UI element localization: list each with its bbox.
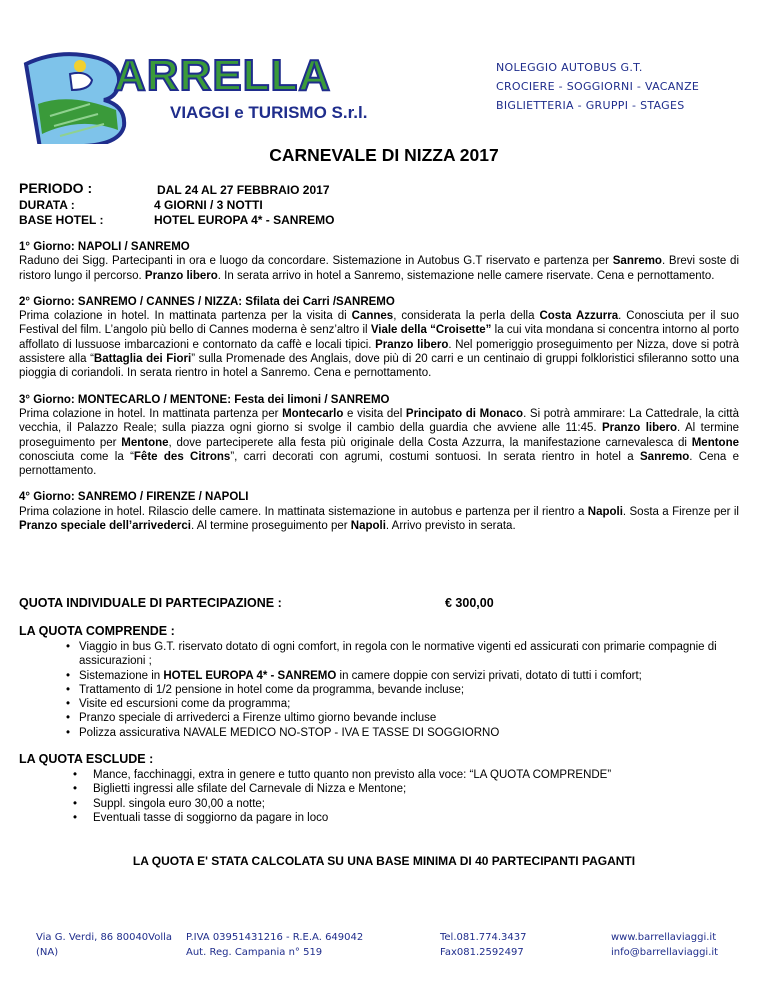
day-description bbox=[19, 407, 739, 478]
hotel-row bbox=[19, 213, 334, 228]
text-run: Polizza assicurativa NAVALE MEDICO NO-STOP - IVA E TASSE DI SOGGIORNO bbox=[79, 726, 500, 739]
text-run: Sistemazione in bbox=[79, 669, 164, 682]
list-item bbox=[19, 782, 739, 796]
footer-address bbox=[36, 930, 172, 960]
text-run: . Al termine proseguimento per bbox=[19, 422, 739, 449]
bold-text: Pranzo libero bbox=[375, 338, 449, 351]
text-run: Prima colazione in hotel. In mattinata partenza per la visita di bbox=[19, 310, 352, 323]
text-run: e visita del bbox=[343, 407, 406, 420]
hotel-label: BASE HOTEL : bbox=[19, 213, 104, 227]
bullet-icon: • bbox=[73, 797, 78, 810]
text-run: . Conosciuta per il suo Festival del film. L’angolo più bello di Cannes moderna è senz’altro il bbox=[19, 310, 739, 337]
bold-text: Napoli bbox=[350, 520, 386, 533]
text-run: , considerata la perla della bbox=[393, 310, 540, 323]
text-run: ” sulla Promenade des Anglais, dove più di 20 carri e un centinaio di gruppi folkloristici sfileranno sotto una pioggia di coriandoli. In serata rientro in hotel a Sanremo. Cena e pernottamento. bbox=[19, 353, 739, 380]
text-run: . Nel pomeriggio proseguimento per Nizza, dove si potrà assistere alla “ bbox=[19, 338, 739, 366]
day-heading: 3° Giorno: MONTECARLO / MENTONE: Festa dei limoni / SANREMO bbox=[19, 393, 390, 406]
bullet-icon: • bbox=[73, 783, 78, 796]
bullet-icon: • bbox=[66, 669, 71, 682]
bold-text: Sanremo bbox=[640, 450, 690, 463]
text-run: Visite ed escursioni come da programma; bbox=[79, 698, 291, 711]
text-run: Raduno dei Sigg. Partecipanti in ora e luogo da concordare. Sistemazione in Autobus G.T riservato e partenza per bbox=[19, 255, 613, 268]
address-line: (NA) bbox=[36, 947, 59, 958]
bullet-icon: • bbox=[73, 769, 78, 781]
bullet-icon: • bbox=[66, 712, 71, 725]
text-run: . In serata arrivo in hotel a Sanremo, sistemazione nelle camere riservate. Cena e pernottamento. bbox=[217, 269, 715, 282]
hotel-value: HOTEL EUROPA 4* - SANREMO bbox=[154, 213, 335, 227]
bold-text: Sanremo bbox=[612, 255, 662, 268]
bullet-icon: • bbox=[66, 641, 71, 653]
bold-text: Pranzo libero bbox=[601, 422, 678, 435]
quota-esclude bbox=[19, 752, 739, 825]
bold-text: Mentone bbox=[121, 436, 169, 449]
text-run: . Brevi soste di ristoro lungo il percorso. bbox=[19, 255, 739, 282]
bold-text: Mentone bbox=[691, 436, 739, 449]
vat-line: P.IVA 03951431216 - R.E.A. 649042 bbox=[186, 932, 364, 943]
text-run: . Sosta a Firenze per il bbox=[622, 505, 739, 518]
bold-text: Principato di Monaco bbox=[405, 407, 524, 420]
bullet-icon: • bbox=[66, 698, 71, 711]
quota-comprende bbox=[19, 624, 739, 740]
bullet-icon: • bbox=[66, 683, 71, 696]
logo-graphic bbox=[20, 44, 380, 144]
agency-line: NOLEGGIO AUTOBUS G.T. bbox=[496, 61, 643, 74]
email-link[interactable]: info@barrellaviaggi.it bbox=[611, 947, 719, 958]
text-run: Pranzo speciale di arrivederci a Firenze ultimo giorno bevande incluse bbox=[79, 712, 437, 725]
list-item bbox=[19, 797, 739, 811]
text-run: conosciuta come la “ bbox=[19, 450, 134, 463]
text-run: in camere doppie con servizi privati, dotato di tutti i comfort; bbox=[336, 669, 642, 682]
text-run: Eventuali tasse di soggiorno da pagare in loco bbox=[93, 811, 329, 824]
list-item bbox=[19, 726, 739, 740]
page-title: CARNEVALE DI NIZZA 2017 bbox=[269, 145, 499, 165]
text-run: ”, carri decorati con agrumi, costumi sontuosi. In serata rientro in hotel a bbox=[230, 450, 641, 463]
website-link[interactable]: www.barrellaviaggi.it bbox=[611, 932, 717, 943]
list-item bbox=[19, 768, 739, 782]
day-heading: 1° Giorno: NAPOLI / SANREMO bbox=[19, 241, 190, 253]
bullet-icon: • bbox=[73, 811, 78, 824]
footer-legal bbox=[186, 930, 363, 960]
periodo-row bbox=[19, 180, 334, 198]
comprende-list bbox=[19, 640, 739, 740]
authorization-line: Aut. Reg. Campania n° 519 bbox=[186, 947, 323, 958]
list-item bbox=[19, 811, 739, 825]
trip-info bbox=[19, 180, 334, 228]
text-run: Biglietti ingressi alle sfilate del Carnevale di Nizza e Mentone; bbox=[93, 783, 407, 796]
minimum-participants-note: LA QUOTA E' STATA CALCOLATA SU UNA BASE MINIMA DI 40 PARTECIPANTI PAGANTI bbox=[132, 854, 636, 868]
quota-price: € 300,00 bbox=[445, 596, 494, 610]
durata-value: 4 GIORNI / 3 NOTTI bbox=[154, 198, 263, 212]
bold-text: Viale della “Croisette” bbox=[370, 324, 492, 337]
quota-line bbox=[19, 596, 739, 610]
day-heading: 2° Giorno: SANREMO / CANNES / NIZZA: Sfilata dei Carri /SANREMO bbox=[19, 295, 395, 308]
bold-text: Montecarlo bbox=[282, 407, 344, 420]
footer-web bbox=[611, 930, 718, 960]
agency-line: CROCIERE - SOGGIORNI - VACANZE bbox=[496, 80, 700, 93]
bold-text: Battaglia dei Fiori bbox=[93, 353, 192, 366]
esclude-list bbox=[19, 768, 739, 825]
list-item bbox=[19, 669, 739, 683]
text-run: , dove parteciperete alla festa più originale della Costa Azzurra, la manifestazione carnevalesca di bbox=[168, 436, 692, 449]
day-heading: 4° Giorno: SANREMO / FIRENZE / NAPOLI bbox=[19, 491, 249, 504]
durata-row bbox=[19, 198, 334, 213]
bullet-icon: • bbox=[66, 726, 71, 739]
quota-label: QUOTA INDIVIDUALE DI PARTECIPAZIONE : bbox=[19, 596, 282, 610]
text-run: Prima colazione in hotel. In mattinata partenza per bbox=[19, 407, 283, 420]
text-run: Trattamento di 1/2 pensione in hotel come da programma, bevande incluse; bbox=[79, 683, 465, 696]
day-description bbox=[19, 254, 739, 283]
list-item bbox=[19, 697, 739, 711]
list-item bbox=[19, 711, 739, 725]
list-item bbox=[19, 640, 739, 669]
agency-services bbox=[496, 58, 699, 115]
bold-text: HOTEL EUROPA 4* - SANREMO bbox=[163, 669, 337, 682]
phone-line: Tel.081.774.3437 bbox=[440, 932, 527, 943]
text-run: Suppl. singola euro 30,00 a notte; bbox=[93, 797, 265, 810]
footer-phones bbox=[440, 930, 527, 960]
comprende-title: LA QUOTA COMPRENDE : bbox=[19, 624, 175, 638]
bold-text: Pranzo libero bbox=[144, 269, 218, 282]
periodo-value: DAL 24 AL 27 FEBBRAIO 2017 bbox=[157, 183, 330, 197]
itinerary bbox=[19, 240, 739, 545]
text-run: Viaggio in bus G.T. riservato dotato di ogni comfort, in regola con le normative vigenti ed assicurati con primarie compagnie di assicurazioni ; bbox=[79, 641, 717, 668]
bold-text: Pranzo speciale dell’arrivederci bbox=[19, 520, 191, 533]
address-line: Via G. Verdi, 86 80040Volla bbox=[36, 932, 173, 943]
bold-text: Napoli bbox=[587, 505, 623, 518]
text-run: . Al termine proseguimento per bbox=[190, 520, 351, 533]
bold-text: Cannes bbox=[351, 310, 394, 323]
text-run: Mance, facchinaggi, extra in genere e tutto quanto non previsto alla voce: “LA QUOTA COMPRENDE” bbox=[93, 769, 612, 781]
durata-label: DURATA : bbox=[19, 198, 75, 212]
text-run: . Si potrà ammirare: La Cattedrale, la città vecchia, il Palazzo Reale; sulla piazza ogni giorno si svolge il cambio della guardia che avviene alle 11:45. bbox=[19, 407, 740, 435]
day-description bbox=[19, 309, 739, 380]
text-run: Prima colazione in hotel. Rilascio delle camere. In mattinata sistemazione in autobus e partenza per il rientro a bbox=[19, 505, 588, 518]
text-run: . Cena e pernottamento. bbox=[19, 450, 739, 478]
fax-line: Fax081.2592497 bbox=[440, 947, 524, 958]
day-description bbox=[19, 505, 739, 534]
bold-text: Fête des Citrons bbox=[133, 450, 231, 463]
brand-name: ARRELLA bbox=[114, 51, 332, 100]
agency-line: BIGLIETTERIA - GRUPPI - STAGES bbox=[496, 99, 685, 112]
esclude-title: LA QUOTA ESCLUDE : bbox=[19, 752, 154, 766]
text-run: la cui vita mondana si concentra intorno al porto affollato di lussuose imbarcazioni e contornato da caffè e locali tipici. bbox=[19, 324, 739, 351]
company-logo bbox=[20, 44, 380, 144]
list-item bbox=[19, 683, 739, 697]
text-run: . Arrivo previsto in serata. bbox=[385, 520, 516, 533]
brand-subtitle: VIAGGI e TURISMO S.r.l. bbox=[170, 103, 368, 122]
periodo-label: PERIODO : bbox=[19, 180, 93, 196]
bold-text: Costa Azzurra bbox=[539, 310, 619, 323]
